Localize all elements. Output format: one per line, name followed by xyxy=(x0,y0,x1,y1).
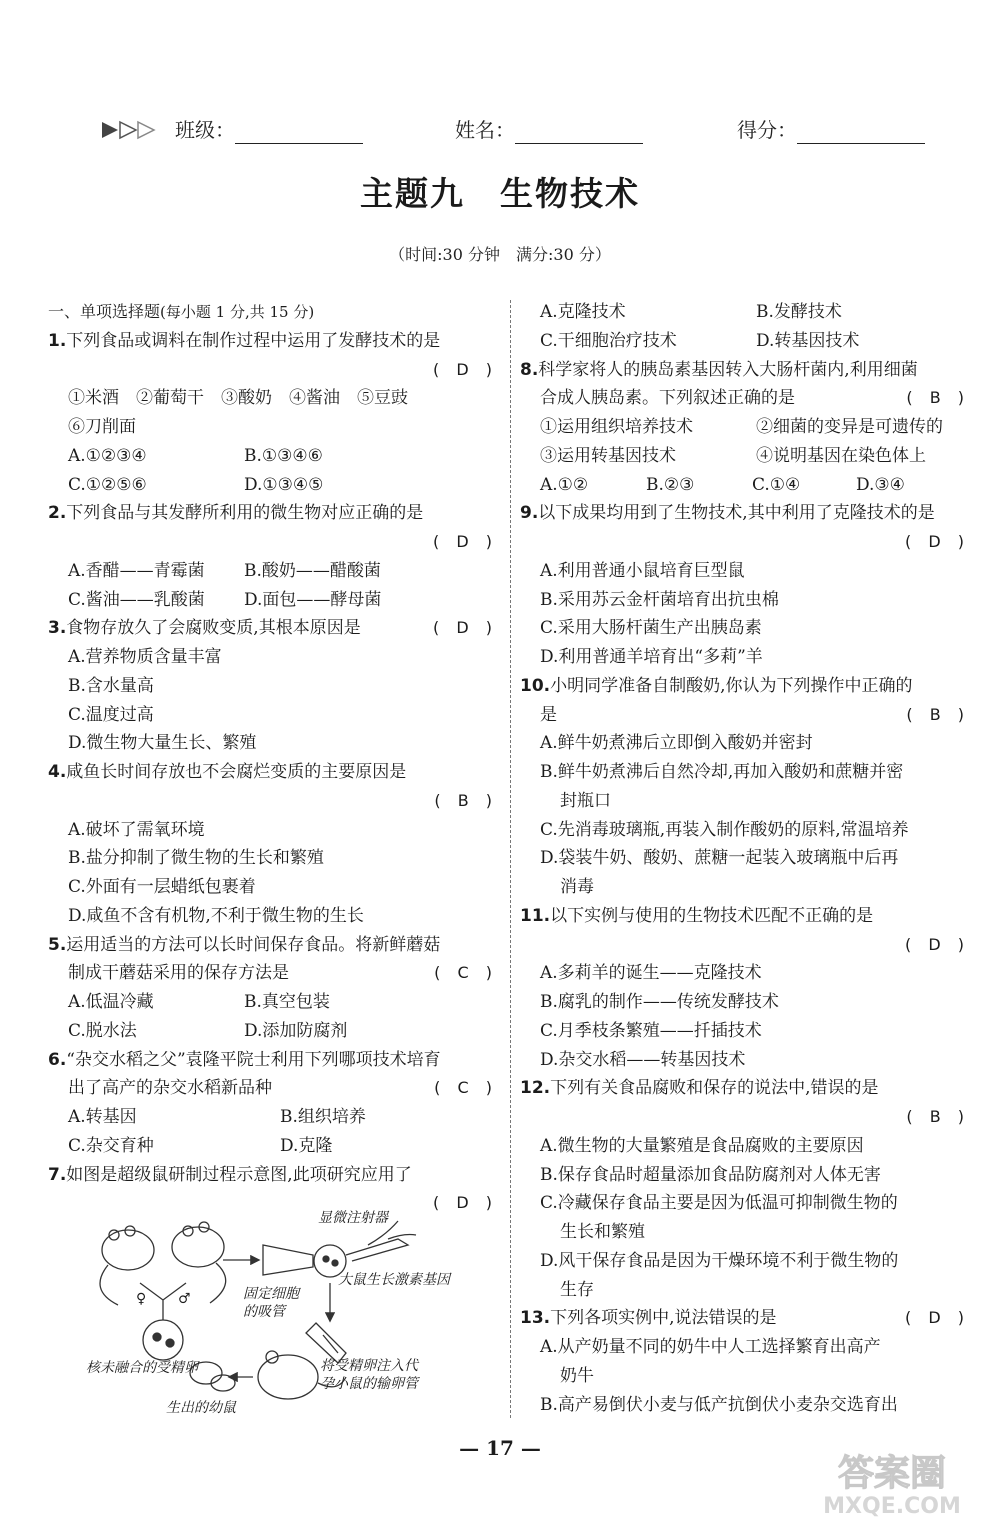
holding-pipette-icon xyxy=(263,1245,313,1275)
q1-option-b: B.①③④⑥ xyxy=(244,445,323,466)
q9-option-c: C.采用大肠杆菌生产出胰岛素 xyxy=(540,618,762,639)
page-number: — 17 — xyxy=(459,1436,541,1460)
q6-option-c: C.杂交育种 xyxy=(68,1135,154,1156)
q4-option-b: B.盐分抑制了微生物的生长和繁殖 xyxy=(68,848,324,869)
question-2: 2.下列食品与其发酵所利用的微生物对应正确的是 xyxy=(48,503,424,524)
name-blank xyxy=(515,121,643,144)
question-6: 6.“杂交水稻之父”袁隆平院士利用下列哪项技术培育 xyxy=(48,1049,441,1070)
watermark-logo xyxy=(800,1445,980,1519)
question-13: 13.下列各项实例中,说法错误的是 ( D ) xyxy=(520,1304,972,1333)
q3-option-a: A.营养物质含量丰富 xyxy=(68,647,222,667)
class-label: 班级： xyxy=(175,118,235,142)
superrat-diagram xyxy=(48,1205,500,1425)
q3-option-b: B.含水量高 xyxy=(68,675,154,696)
q1-items-2: ⑥刀削面 xyxy=(68,417,136,437)
female-symbol: ♀ xyxy=(136,1291,147,1307)
svg-text:答案圈: 答案圈 xyxy=(837,1453,947,1494)
q4-option-c: C.外面有一层蜡纸包裹着 xyxy=(68,877,256,897)
q1-options xyxy=(48,442,500,471)
score-field xyxy=(737,116,925,146)
answer-8: ( B ) xyxy=(906,388,970,408)
triangle-arrows-icon xyxy=(100,120,166,144)
answer-7: ( D ) xyxy=(433,1193,498,1213)
label-pipette-2: 的吸管 xyxy=(243,1304,285,1320)
q3-option-d: D.微生物大量生长、繁殖 xyxy=(68,733,257,754)
q5-option-d: D.添加防腐剂 xyxy=(244,1020,348,1041)
label-inject-2: 孕小鼠的输卵管 xyxy=(320,1376,418,1392)
question-4: 4.咸鱼长时间存放也不会腐烂变质的主要原因是 xyxy=(48,762,407,782)
svg-text:MXQE.COM: MXQE.COM xyxy=(823,1494,961,1519)
surrogate-mouse-icon xyxy=(258,1355,318,1399)
q12-option-b: B.保存食品时超量添加食品防腐剂对人体无害 xyxy=(540,1164,881,1185)
q1-option-a: A.①②③④ xyxy=(68,445,147,466)
q7-option-b: B.发酵技术 xyxy=(756,302,842,322)
male-mouse-icon xyxy=(172,1227,224,1267)
q8-statement-4: ④说明基因在染色体上 xyxy=(756,445,926,466)
q5-option-a: A.低温冷藏 xyxy=(68,992,154,1012)
q12-option-c-cont: 生长和繁殖 xyxy=(560,1222,645,1242)
question-5: 5.运用适当的方法可以长时间保存食品。将新鲜蘑菇 xyxy=(48,934,441,955)
fertilized-egg-icon xyxy=(143,1320,183,1360)
q2-option-b: B.酸奶——醋酸菌 xyxy=(244,560,381,581)
class-field xyxy=(175,116,363,146)
q7-option-a: A.克隆技术 xyxy=(540,302,626,322)
label-injector: 显微注射器 xyxy=(318,1210,388,1226)
label-pups: 生出的幼鼠 xyxy=(166,1400,236,1416)
score-blank xyxy=(797,121,925,144)
q7-option-c: C.干细胞治疗技术 xyxy=(540,330,677,351)
label-pipette-1: 固定细胞 xyxy=(243,1286,299,1302)
q12-option-d-cont: 生存 xyxy=(560,1279,594,1300)
name-label: 姓名： xyxy=(455,118,515,142)
question-8: 8.科学家将人的胰岛素基因转入大肠杆菌内,利用细菌 xyxy=(520,359,918,380)
name-field xyxy=(455,116,643,146)
q12-option-a: A.微生物的大量繁殖是食品腐败的主要原因 xyxy=(540,1135,864,1156)
q6-option-b: B.组织培养 xyxy=(280,1107,366,1127)
q2-option-d: D.面包——酵母菌 xyxy=(244,589,382,610)
label-inject-1: 将受精卵注入代 xyxy=(320,1358,418,1374)
answer-2: ( D ) xyxy=(433,532,498,551)
answer-4: ( B ) xyxy=(434,790,498,810)
answer-10: ( B ) xyxy=(906,704,970,724)
q8-option-a: A.①② xyxy=(540,474,589,495)
question-1: 1.下列食品或调料在制作过程中运用了发酵技术的是 xyxy=(48,330,441,351)
q4-option-a: A.破坏了需氧环境 xyxy=(68,819,205,840)
q10-option-a: A.鲜牛奶煮沸后立即倒入酸奶并密封 xyxy=(540,733,813,754)
q13-option-a: A.从产奶量不同的奶牛中人工选择繁育出高产 xyxy=(540,1337,881,1357)
score-label: 得分： xyxy=(737,118,797,142)
q13-option-a-cont: 奶牛 xyxy=(560,1365,594,1386)
section-heading: 一、单项选择题(每小题 1 分,共 15 分) xyxy=(48,302,315,321)
q8-statement-1: ①运用组织培养技术 xyxy=(540,417,693,437)
q1-option-d: D.①③④⑤ xyxy=(244,474,324,495)
label-egg: 核未融合的受精卵 xyxy=(86,1360,198,1376)
q11-option-c: C.月季枝条繁殖——扦插技术 xyxy=(540,1020,762,1041)
q8-option-c: C.①④ xyxy=(752,474,801,495)
q1-option-c: C.①②⑤⑥ xyxy=(68,474,147,495)
q10-option-c: C.先消毒玻璃瓶,再装入制作酸奶的原料,常温培养 xyxy=(540,819,909,840)
q6-option-d: D.克隆 xyxy=(280,1135,333,1156)
q6-option-a: A.转基因 xyxy=(68,1107,137,1127)
q8-statement-2: ②细菌的变异是可遗传的 xyxy=(756,417,943,437)
answer-9: ( D ) xyxy=(905,532,970,551)
q10-option-b: B.鲜牛奶煮沸后自然冷却,再加入酸奶和蔗糖并密 xyxy=(540,762,904,782)
answer-12: ( B ) xyxy=(906,1107,970,1126)
question-12: 12.下列有关食品腐败和保存的说法中,错误的是 xyxy=(520,1078,879,1099)
q5-option-c: C.脱水法 xyxy=(68,1020,137,1041)
answer-1: ( D ) xyxy=(433,359,498,379)
q3-option-c: C.温度过高 xyxy=(68,704,154,725)
question-7: 7.如图是超级鼠研制过程示意图,此项研究应用了 xyxy=(48,1164,412,1185)
q1-items: ①米酒 ②葡萄干 ③酸奶 ④酱油 ⑤豆豉 xyxy=(68,388,408,409)
q9-option-b: B.采用苏云金杆菌培育出抗虫棉 xyxy=(540,589,779,610)
right-column: A.克隆技术 B.发酵技术 C.干细胞治疗技术 D.转基因技术 8.科学家将人的胰岛素基因转入大肠杆菌内,利用细菌 合成人胰岛素。下列叙述正确的是 ( B ) ①运用组织培养技术 ②细菌的变异是可遗传的 ③运用转基因技术 ④说明基因在染色体上 A.①② B.②③ C.①④ D.③④ 9.以下成果均用到了生物技术,其中利用了克隆技术的是 ( D ) A.利用普通小鼠培育巨型鼠 B.采用苏云金杆菌培育出抗虫棉 C.采用大肠杆菌生产出胰岛素 D.利用普通羊培育出“多莉”羊 10.小明同学准备自制酸奶,你认为下列操作中正确的 是 ( B ) A.鲜牛奶煮沸后立即倒入酸奶并密封 B.鲜牛奶煮沸后自然冷却,再加入酸奶和蔗糖并密 封瓶口 C.先消毒玻璃瓶,再装入制作酸奶的原料,常温培养 D.袋装牛奶、酸奶、蔗糖一起装入玻璃瓶中后再 消毒 11.以下实例与使用的生物技术匹配不正确的是 ( D ) A.多莉羊的诞生——克隆技术 B.腐乳的制作——传统发酵技术 C.月季枝条繁殖——扦插技术 D.杂交水稻——转基因技术 12.下列有关食品腐败和保存的说法中,错误的是 ( B ) A.微生物的大量繁殖是食品腐败的主要原因 B.保存食品时超量添加食品防腐剂对人体无害 C.冷藏保存食品主要是因为低温可抑制微生物的 生长和繁殖 D.风干保存食品是因为干燥环境不利于微生物的 生存 13.下列各项实例中,说法错误的是 ( D ) A.从产奶量不同的奶牛中人工选择繁育出高产 奶牛 B.高产易倒伏小麦与低产抗倒伏小麦杂交选育出 xyxy=(520,298,972,1419)
micro-injector-icon xyxy=(346,1239,408,1261)
q10-option-d: D.袋装牛奶、酸奶、蔗糖一起装入玻璃瓶中后再 xyxy=(540,848,899,869)
q12-option-c: C.冷藏保存食品主要是因为低温可抑制微生物的 xyxy=(540,1193,898,1214)
page-title: 主题九 生物技术 xyxy=(360,174,640,213)
left-column: 一、单项选择题(每小题 1 分,共 15 分) 1.下列食品或调料在制作过程中运用了发酵技术的是 ( D ) ①米酒 ②葡萄干 ③酸奶 ④酱油 ⑤豆豉 ⑥刀削面 A.①②③④ B.①③④⑥ C.①②⑤⑥ D.①③④⑤ 2.下列食品与其发酵所利用的微生物对应正确的是 ( D ) A.香醋——青霉菌 B.酸奶——醋酸菌 C.酱油——乳酸菌 D.面包——酵母菌 3.食物存放久了会腐败变质,其根本原因是 ( D ) A.营养物质含量丰富 B.含水量高 C.温度过高 D.微生物大量生长、繁殖 4.咸鱼长时间存放也不会腐烂变质的主要原因是 ( B ) A.破坏了需氧环境 B.盐分抑制了微生物的生长和繁殖 C.外面有一层蜡纸包裹着 D.咸鱼不含有机物,不利于微生物的生长 5.运用适当的方法可以长时间保存食品。将新鲜蘑菇 制成干蘑菇采用的保存方法是 ( C ) A.低温冷藏 B.真空包装 C.脱水法 D.添加防腐剂 6.“杂交水稻之父”袁隆平院士利用下列哪项技术培育 出了高产的杂交水稻新品种 ( C ) A.转基因 B.组织培养 C.杂交育种 D.克隆 7.如图是超级鼠研制过程示意图,此项研究应用了 ( D ) xyxy=(48,298,500,1218)
q5-option-b: B.真空包装 xyxy=(244,992,330,1012)
q9-option-d: D.利用普通羊培育出“多莉”羊 xyxy=(540,647,763,667)
answer-6: ( C ) xyxy=(434,1078,498,1098)
q10-option-b-cont: 封瓶口 xyxy=(560,790,611,811)
q10-option-d-cont: 消毒 xyxy=(560,877,594,897)
label-gene: 大鼠生长激素基因 xyxy=(338,1272,450,1288)
q11-option-d: D.杂交水稻——转基因技术 xyxy=(540,1049,746,1070)
q12-option-d: D.风干保存食品是因为干燥环境不利于微生物的 xyxy=(540,1250,899,1271)
answer-3: ( D ) xyxy=(433,618,498,638)
answer-11: ( D ) xyxy=(905,934,970,954)
male-symbol: ♂ xyxy=(178,1291,191,1307)
question-10: 10.小明同学准备自制酸奶,你认为下列操作中正确的 xyxy=(520,675,913,696)
answer-13: ( D ) xyxy=(905,1308,970,1328)
q8-option-d: D.③④ xyxy=(856,474,905,495)
q7-option-d: D.转基因技术 xyxy=(756,330,860,351)
q4-option-d: D.咸鱼不含有机物,不利于微生物的生长 xyxy=(68,905,364,926)
q11-option-b: B.腐乳的制作——传统发酵技术 xyxy=(540,992,779,1012)
class-blank xyxy=(235,121,363,144)
question-3: 3.食物存放久了会腐败变质,其根本原因是 ( D ) xyxy=(48,614,500,643)
q2-option-c: C.酱油——乳酸菌 xyxy=(68,589,205,610)
q8-option-b: B.②③ xyxy=(646,474,695,495)
q9-option-a: A.利用普通小鼠培育巨型鼠 xyxy=(540,560,745,581)
q2-option-a: A.香醋——青霉菌 xyxy=(68,560,205,581)
question-11: 11.以下实例与使用的生物技术匹配不正确的是 xyxy=(520,905,874,926)
page-subtitle: （时间:30 分钟 满分:30 分） xyxy=(389,245,611,264)
column-divider xyxy=(510,300,511,1418)
answer-5: ( C ) xyxy=(434,963,498,983)
q8-statement-3: ③运用转基因技术 xyxy=(540,445,676,466)
q13-option-b: B.高产易倒伏小麦与低产抗倒伏小麦杂交选育出 xyxy=(540,1394,898,1415)
question-9: 9.以下成果均用到了生物技术,其中利用了克隆技术的是 xyxy=(520,503,935,524)
q11-option-a: A.多莉羊的诞生——克隆技术 xyxy=(540,963,762,984)
